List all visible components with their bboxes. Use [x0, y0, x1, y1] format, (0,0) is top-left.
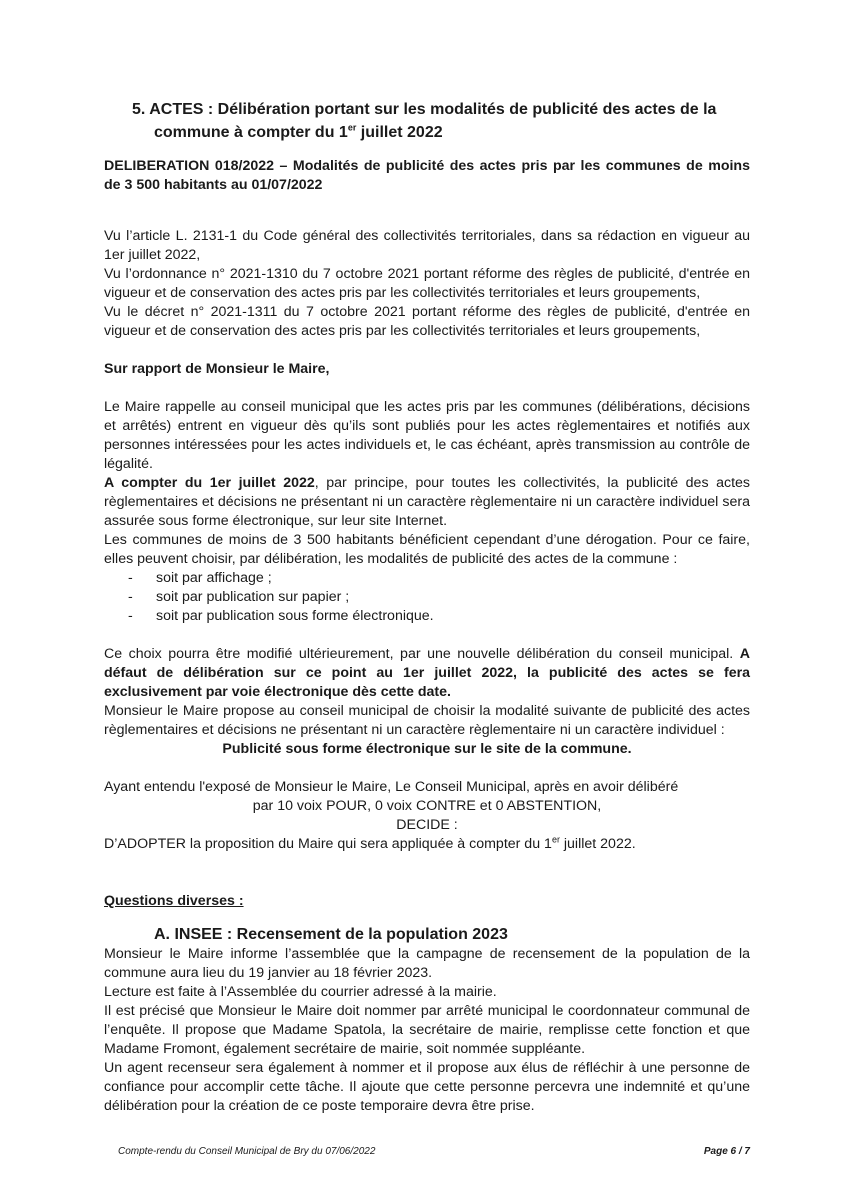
adopter-line	[104, 835, 750, 854]
deliberation-title: DELIBERATION 018/2022 – Modalités de publicité des actes pris par les communes de moins de 3 500 habitants au 01/07/2022	[104, 158, 750, 193]
superscript-er: er	[551, 834, 560, 845]
section-heading-line2-end: juillet 2022	[356, 124, 443, 141]
ayant-entendu: Ayant entendu l'exposé de Monsieur le Maire, Le Conseil Municipal, après en avoir délibéré	[104, 779, 679, 795]
section-5-heading	[132, 98, 750, 144]
vu-ordonnance: Vu l’ordonnance n° 2021-1310 du 7 octobre 2021 portant réforme des règles de publicité, d'entrée en vigueur et de conservation des actes pris par les collectivités territoriales et leurs groupements,	[104, 266, 750, 301]
footer-title: Compte-rendu du Conseil Municipal de Bry du 07/06/2022	[118, 1146, 376, 1157]
insee-paragraph-4: Un agent recenseur sera également à nommer et il propose aux élus de réfléchir à une personne de confiance pour accomplir cette tâche. Il ajoute que cette personne percevra une indemnité et qu’une délibération pour la création de ce poste temporaire devra être prise.	[104, 1060, 750, 1114]
list-item: - soit par publication sur papier ;	[128, 588, 750, 607]
legal-references	[104, 227, 750, 341]
insee-paragraph-3: Il est précisé que Monsieur le Maire doit nommer par arrêté municipal le coordonnateur communal de l’enquête. Il propose que Madame Spatola, la secrétaire de mairie, remplisse cette fonction et que Madame Fromont, également secrétaire de mairie, soit nommée suppléante.	[104, 1003, 750, 1057]
adopter-text: D’ADOPTER la proposition du Maire qui sera appliquée à compter du 1	[104, 836, 552, 852]
principe-date: A compter du 1er juillet 2022	[104, 475, 315, 491]
choix-bold-text: A défaut de délibération sur ce point au 1er juillet 2022, la publicité des actes se fera exclusivement par voie électronique dès cette date.	[104, 646, 750, 700]
document-page	[104, 98, 750, 1116]
page-number: Page 6 / 7	[703, 1146, 750, 1157]
vu-decret: Vu le décret n° 2021-1311 du 7 octobre 2021 portant réforme des règles de publicité, d'entrée en vigueur et de conservation des actes pris par les collectivités territoriales et leurs groupements,	[104, 304, 750, 339]
list-item: - soit par affichage ;	[128, 569, 750, 588]
paragraph-derogation: Les communes de moins de 3 500 habitants bénéficient cependant d’une dérogation. Pour ce faire, elles peuvent choisir, par délibération, les modalités de publicité des actes de la commune :	[104, 532, 750, 567]
vote-result: par 10 voix POUR, 0 voix CONTRE et 0 ABSTENTION,	[252, 798, 602, 814]
adopter-text-end: juillet 2022.	[559, 836, 636, 852]
choice-section	[104, 645, 750, 759]
insee-paragraph-2: Lecture est faite à l’Assemblée du courrier adressé à la mairie.	[104, 984, 497, 1000]
paragraph-choix	[104, 645, 750, 702]
section-number: 5.	[132, 101, 146, 118]
options-list	[104, 569, 750, 626]
insee-heading: A. INSEE : Recensement de la population 2023	[154, 926, 508, 943]
paragraph-proposition: Monsieur le Maire propose au conseil municipal de choisir la modalité suivante de publicité des actes règlementaires et décisions ne présentant ni un caractère règlementaire ni un caractère individuel :	[104, 703, 750, 738]
deliberation-body	[104, 398, 750, 626]
decide-label: DECIDE :	[396, 817, 458, 833]
insee-paragraph-1: Monsieur le Maire informe l’assemblée que la campagne de recensement de la population de la commune aura lieu du 19 janvier au 18 février 2023.	[104, 946, 750, 981]
vu-article: Vu l’article L. 2131-1 du Code général des collectivités territoriales, dans sa rédaction en vigueur au 1er juillet 2022,	[104, 228, 750, 263]
rapport-heading: Sur rapport de Monsieur le Maire,	[104, 361, 330, 377]
decision-section	[104, 778, 750, 854]
insee-body	[104, 945, 750, 1116]
page-footer	[118, 1142, 750, 1161]
superscript-er: er	[347, 122, 357, 133]
chosen-modality: Publicité sous forme électronique sur le site de la commune.	[222, 741, 632, 757]
section-heading-line1: ACTES : Délibération portant sur les modalités de publicité des actes de la	[149, 101, 717, 118]
section-heading-line2: commune à compter du 1	[154, 124, 348, 141]
questions-diverses-heading: Questions diverses :	[104, 893, 244, 909]
paragraph-principe	[104, 474, 750, 531]
paragraph-rappel: Le Maire rappelle au conseil municipal que les actes pris par les communes (délibérations, décisions et arrêtés) entrent en vigueur dès qu’ils sont publiés pour les actes règlementaires et notifiés aux personnes intéressées pour les actes individuels et, le cas échéant, après transmission au contrôle de légalité.	[104, 399, 750, 472]
principe-text: , par principe, pour toutes les collectivités, la publicité des actes règlementaires et décisions ne présentant ni un caractère règlementaire ni un caractère individuel sera assurée sous forme électronique, sur leur site Internet.	[104, 475, 751, 529]
choix-text: Ce choix pourra être modifié ultérieurement, par une nouvelle délibération du conseil municipal.	[104, 646, 740, 662]
list-item: - soit par publication sous forme électronique.	[128, 607, 750, 626]
